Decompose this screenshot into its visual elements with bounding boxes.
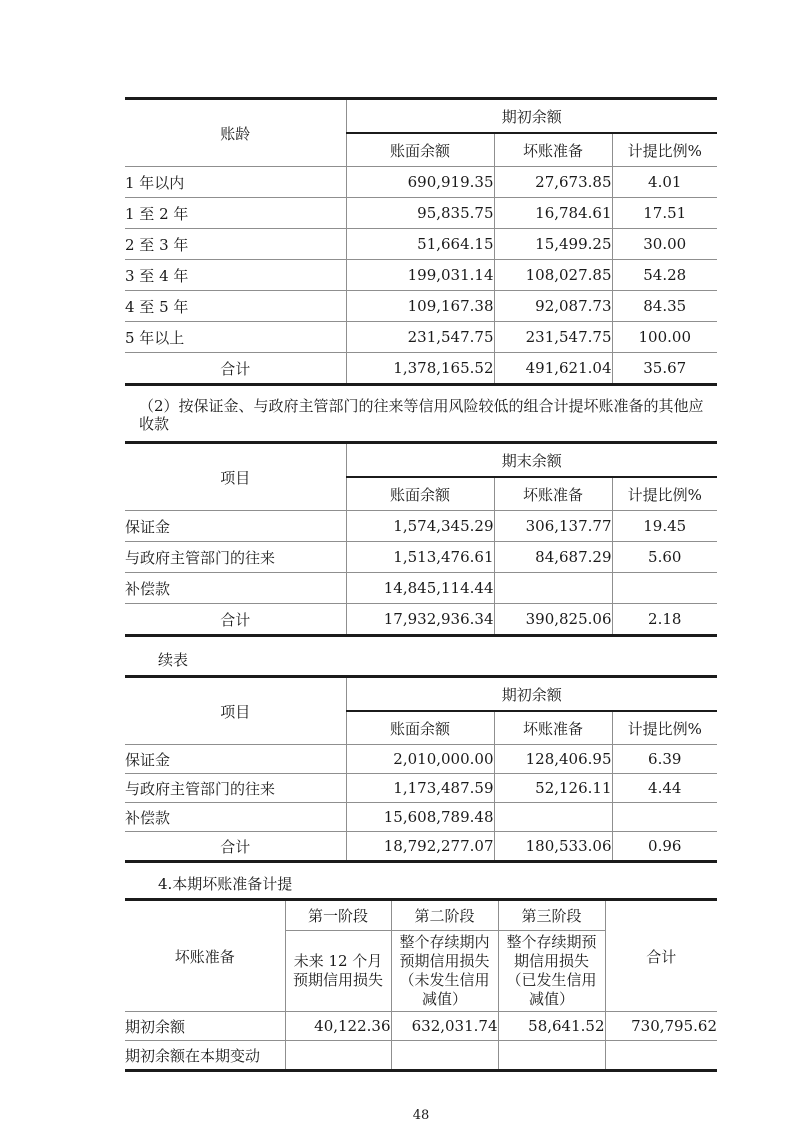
cell-book-balance: 109,167.38 <box>346 291 494 322</box>
continued-table-label: 续表 <box>158 651 189 669</box>
aging-provision-table <box>125 97 717 386</box>
header-stage-3: 第三阶段 <box>498 900 605 931</box>
cell-total: 730,795.62 <box>605 1012 717 1041</box>
cell-ratio: 5.60 <box>612 542 717 573</box>
table-total-row <box>125 604 717 636</box>
cell-ratio: 2.18 <box>612 604 717 636</box>
cell-ratio: 100.00 <box>612 322 717 353</box>
table-header-row <box>125 900 717 931</box>
cell-stage-3: 58,641.52 <box>498 1012 605 1041</box>
table-header-row <box>125 99 717 134</box>
cell-book-balance: 14,845,114.44 <box>346 573 494 604</box>
subheader-book-balance: 账面余额 <box>346 711 494 745</box>
subheader-stage-1: 未来 12 个月预期信用损失 <box>285 931 391 1012</box>
subheader-ratio: 计提比例% <box>612 133 717 167</box>
cell-ratio: 30.00 <box>612 229 717 260</box>
low-risk-group-beginning-table <box>125 675 717 863</box>
cell-ratio: 17.51 <box>612 198 717 229</box>
page-number: 48 <box>412 1108 430 1122</box>
cell-provision: 306,137.77 <box>494 511 612 542</box>
table-total-row <box>125 832 717 862</box>
note-2-heading: （2）按保证金、与政府主管部门的往来等信用风险较低的组合计提坏账准备的其他应收款 <box>139 397 704 433</box>
cell-book-balance: 2,010,000.00 <box>346 745 494 774</box>
cell-provision: 180,533.06 <box>494 832 612 862</box>
stage-provision-table <box>125 898 717 1072</box>
table-row <box>125 322 717 353</box>
subheader-stage-3: 整个存续期预期信用损失（已发生信用减值） <box>498 931 605 1012</box>
row-label: 保证金 <box>125 745 346 774</box>
table-row <box>125 198 717 229</box>
section-4-heading: 4.本期坏账准备计提 <box>158 875 293 893</box>
cell-book-balance: 231,547.75 <box>346 322 494 353</box>
subheader-stage-2: 整个存续期内预期信用损失（未发生信用减值） <box>391 931 498 1012</box>
low-risk-group-ending-table <box>125 441 717 637</box>
cell-stage-2 <box>391 1041 498 1071</box>
subheader-ratio: 计提比例% <box>612 711 717 745</box>
cell-book-balance: 199,031.14 <box>346 260 494 291</box>
table-row <box>125 745 717 774</box>
cell-provision: 390,825.06 <box>494 604 612 636</box>
corner-header: 坏账准备 <box>125 900 285 1012</box>
cell-provision: 16,784.61 <box>494 198 612 229</box>
table-header-row <box>125 677 717 712</box>
table-row <box>125 291 717 322</box>
total-label: 合计 <box>125 353 346 385</box>
table-row <box>125 542 717 573</box>
subheader-provision: 坏账准备 <box>494 711 612 745</box>
subheader-book-balance: 账面余额 <box>346 133 494 167</box>
cell-ratio: 4.44 <box>612 774 717 803</box>
row-label: 保证金 <box>125 511 346 542</box>
cell-book-balance: 17,932,936.34 <box>346 604 494 636</box>
cell-stage-1 <box>285 1041 391 1071</box>
cell-book-balance: 690,919.35 <box>346 167 494 198</box>
row-label: 补偿款 <box>125 803 346 832</box>
cell-book-balance: 1,574,345.29 <box>346 511 494 542</box>
cell-ratio: 4.01 <box>612 167 717 198</box>
total-label: 合计 <box>125 832 346 862</box>
cell-ratio: 84.35 <box>612 291 717 322</box>
table-row <box>125 1012 717 1041</box>
table-row <box>125 1041 717 1071</box>
row-label: 补偿款 <box>125 573 346 604</box>
table-row <box>125 229 717 260</box>
cell-provision <box>494 573 612 604</box>
header-stage-2: 第二阶段 <box>391 900 498 931</box>
cell-book-balance: 15,608,789.48 <box>346 803 494 832</box>
subheader-provision: 坏账准备 <box>494 477 612 511</box>
group-header: 期初余额 <box>346 99 717 134</box>
table-row <box>125 511 717 542</box>
cell-provision: 15,499.25 <box>494 229 612 260</box>
row-label: 期初余额 <box>125 1012 285 1041</box>
cell-provision: 84,687.29 <box>494 542 612 573</box>
cell-ratio: 35.67 <box>612 353 717 385</box>
header-stage-1: 第一阶段 <box>285 900 391 931</box>
total-label: 合计 <box>125 604 346 636</box>
row-label: 与政府主管部门的往来 <box>125 774 346 803</box>
cell-ratio: 6.39 <box>612 745 717 774</box>
subheader-ratio: 计提比例% <box>612 477 717 511</box>
cell-provision: 27,673.85 <box>494 167 612 198</box>
row-label: 期初余额在本期变动 <box>125 1041 285 1071</box>
group-header: 期初余额 <box>346 677 717 712</box>
corner-header: 账龄 <box>125 99 346 167</box>
table-row <box>125 774 717 803</box>
cell-provision <box>494 803 612 832</box>
cell-ratio: 19.45 <box>612 511 717 542</box>
cell-book-balance: 1,513,476.61 <box>346 542 494 573</box>
cell-provision: 231,547.75 <box>494 322 612 353</box>
cell-provision: 128,406.95 <box>494 745 612 774</box>
corner-header: 项目 <box>125 677 346 745</box>
cell-book-balance: 1,378,165.52 <box>346 353 494 385</box>
cell-book-balance: 18,792,277.07 <box>346 832 494 862</box>
row-label: 3 至 4 年 <box>125 260 346 291</box>
row-label: 2 至 3 年 <box>125 229 346 260</box>
table-row <box>125 167 717 198</box>
cell-book-balance: 1,173,487.59 <box>346 774 494 803</box>
cell-total <box>605 1041 717 1071</box>
row-label: 1 年以内 <box>125 167 346 198</box>
table-header-row <box>125 443 717 478</box>
cell-stage-3 <box>498 1041 605 1071</box>
row-label: 1 至 2 年 <box>125 198 346 229</box>
cell-stage-2: 632,031.74 <box>391 1012 498 1041</box>
cell-book-balance: 51,664.15 <box>346 229 494 260</box>
subheader-provision: 坏账准备 <box>494 133 612 167</box>
row-label: 与政府主管部门的往来 <box>125 542 346 573</box>
cell-provision: 108,027.85 <box>494 260 612 291</box>
cell-stage-1: 40,122.36 <box>285 1012 391 1041</box>
group-header: 期末余额 <box>346 443 717 478</box>
page-content <box>125 0 717 1122</box>
cell-provision: 491,621.04 <box>494 353 612 385</box>
cell-provision: 92,087.73 <box>494 291 612 322</box>
table-row <box>125 573 717 604</box>
corner-header: 项目 <box>125 443 346 511</box>
cell-ratio: 54.28 <box>612 260 717 291</box>
table-row <box>125 803 717 832</box>
subheader-book-balance: 账面余额 <box>346 477 494 511</box>
cell-ratio: 0.96 <box>612 832 717 862</box>
row-label: 5 年以上 <box>125 322 346 353</box>
cell-ratio <box>612 803 717 832</box>
row-label: 4 至 5 年 <box>125 291 346 322</box>
cell-ratio <box>612 573 717 604</box>
table-row <box>125 260 717 291</box>
cell-book-balance: 95,835.75 <box>346 198 494 229</box>
cell-provision: 52,126.11 <box>494 774 612 803</box>
header-total: 合计 <box>605 900 717 1012</box>
table-total-row <box>125 353 717 385</box>
